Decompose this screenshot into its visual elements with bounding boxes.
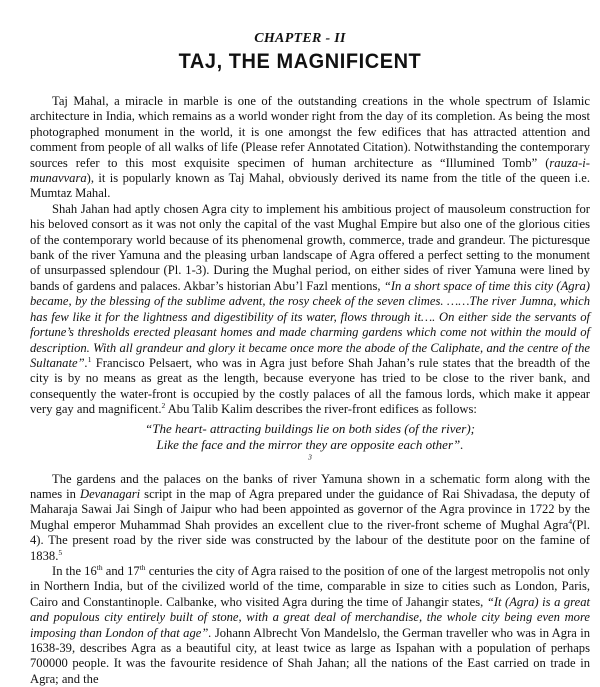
paragraph-text: Francisco Pelsaert, who was in Agra just before Shah Jahan’s rule states that the breadth of the city is by no means as great as the length, because everyone has tried to be close to the river bank, and consequently the water-front is occupied by the costly palaces of all the famous lords, which make it appear very gay and magnificent. xyxy=(30,355,590,417)
inline-quotation: “It (Agra) is a great and populous city entirely built of stone, with a great deal of merchandise, the whole city being even more imposing than London of that age”. xyxy=(30,594,591,640)
paragraph-text: Shah Jahan had aptly chosen Agra city to implement his ambitious project of mausoleum construction for his beloved consort as it was not only the capital of the vast Mughal Empire but also one of the glorious cities of the contemporary world because of its phenomenal growth, commerce, trade and grandeur. The picturesque bank of the river Yamuna and the pleasing urban landscape of Agra offered a perfect setting to the monument of unsurpassed splendour (Pl. 1-3). During the Mughal period, on either sides of river Yamuna were lined by bands of gardens and palaces. Akbar’s historian Abu’l Fazl mentions, xyxy=(30,201,590,293)
paragraph-text: Abu Talib Kalim describes the river-front edifices as follows: xyxy=(165,402,477,417)
italic-term: rauza-i-munavvara xyxy=(30,155,590,186)
paragraph-text: script in the map of Agra prepared under the guidance of Rai Shivadasa, the deputy of Maharaja Sawai Jai Singh of Jaipur who had been appointed as governor of the Agra province in 1722 by the Mughal emperor Muhammad Shah provides an excellent clue to the river-front scheme of Mughal Agra xyxy=(30,486,590,532)
inline-quotation: “In a short space of time this city (Agra) became, by the blessing of the sublime advent, the rosy cheek of the seven climes. ……The river Jumna, which has few like it for the lightness and digestibility of its water, flows through it…. On either side the servants of fortune’s thresholds erected pleasant homes and made charming gardens which come not within the mould of description. With all grandeur and glory it became once more the abode of the Caliphate, and the centre of the Sultanate”. xyxy=(30,278,590,370)
paragraph-metropolis xyxy=(30,564,590,687)
verse-quotation xyxy=(30,421,590,469)
paragraph-text: Taj Mahal, a miracle in marble is one of the outstanding creations in the whole spectrum of Islamic architecture in India, which remains as a world wonder right from the day of its completion. As being the most photographed monument in the world, it is one amongst the few edifices that has attracted attention and comment from people of all walks of life (Please refer Annotated Citation). Notwithstanding the contemporary sources refer to this most exquisite specimen of human architecture as “Illumined Tomb” ( xyxy=(30,94,590,170)
paragraph-text: (Pl. 4). The present road by the river side was constructed by the labour of the destitute poor on the famine of 1838. xyxy=(30,517,590,563)
body-text xyxy=(30,94,590,687)
superscript-ordinal: th xyxy=(96,562,103,572)
footnote-ref: 4 xyxy=(568,516,573,526)
chapter-label: CHAPTER - II xyxy=(254,31,346,46)
italic-term: Devanagari xyxy=(79,486,141,501)
paragraph-text: and 17 xyxy=(102,563,140,578)
footnote-ref: 1 xyxy=(87,354,92,364)
footnote-ref: 2 xyxy=(161,400,166,410)
paragraph-intro xyxy=(30,94,590,202)
footnote-ref: 5 xyxy=(58,547,63,557)
verse-line: “The heart- attracting buildings lie on both sides (of the river); xyxy=(144,420,476,436)
paragraph-text: centuries the city of Agra raised to the position of one of the largest metropolis not only in Northern India, but of the civilized world of the time, comparable in size to cities such as London, Paris, Cairo and Constantinople. Calbanke, who visited Agra during the time of Jahangir states, xyxy=(30,563,590,609)
paragraph-text: In the 16 xyxy=(52,563,97,578)
footnote-ref: 3 xyxy=(308,452,312,462)
paragraph-text: ), it is popularly known as Taj Mahal, obviously derived its name from the title of the queen i.e. Mumtaz Mahal. xyxy=(30,171,590,201)
verse-line: Like the face and the mirror they are opposite each other”. $^3$ xyxy=(156,436,464,462)
superscript-ordinal: th xyxy=(139,562,146,572)
paragraph-text: The gardens and the palaces on the banks of river Yamuna shown in a schematic form along with the names in xyxy=(30,471,590,501)
chapter-title: TAJ, THE MAGNIFICENT xyxy=(178,50,422,73)
paragraph-text: Johann Albrecht Von Mandelslo, the German traveller who was in Agra in 1638-39, describes Agra as a beautiful city, at least twice as large as Ispahan with a population of perhaps 700000 people. It was the favourite residence of Shah Jahan; all the nations of the East carried on trade in Agra; and the xyxy=(30,625,590,686)
paragraph-river-front xyxy=(30,472,590,564)
paragraph-agra-city xyxy=(30,202,590,418)
